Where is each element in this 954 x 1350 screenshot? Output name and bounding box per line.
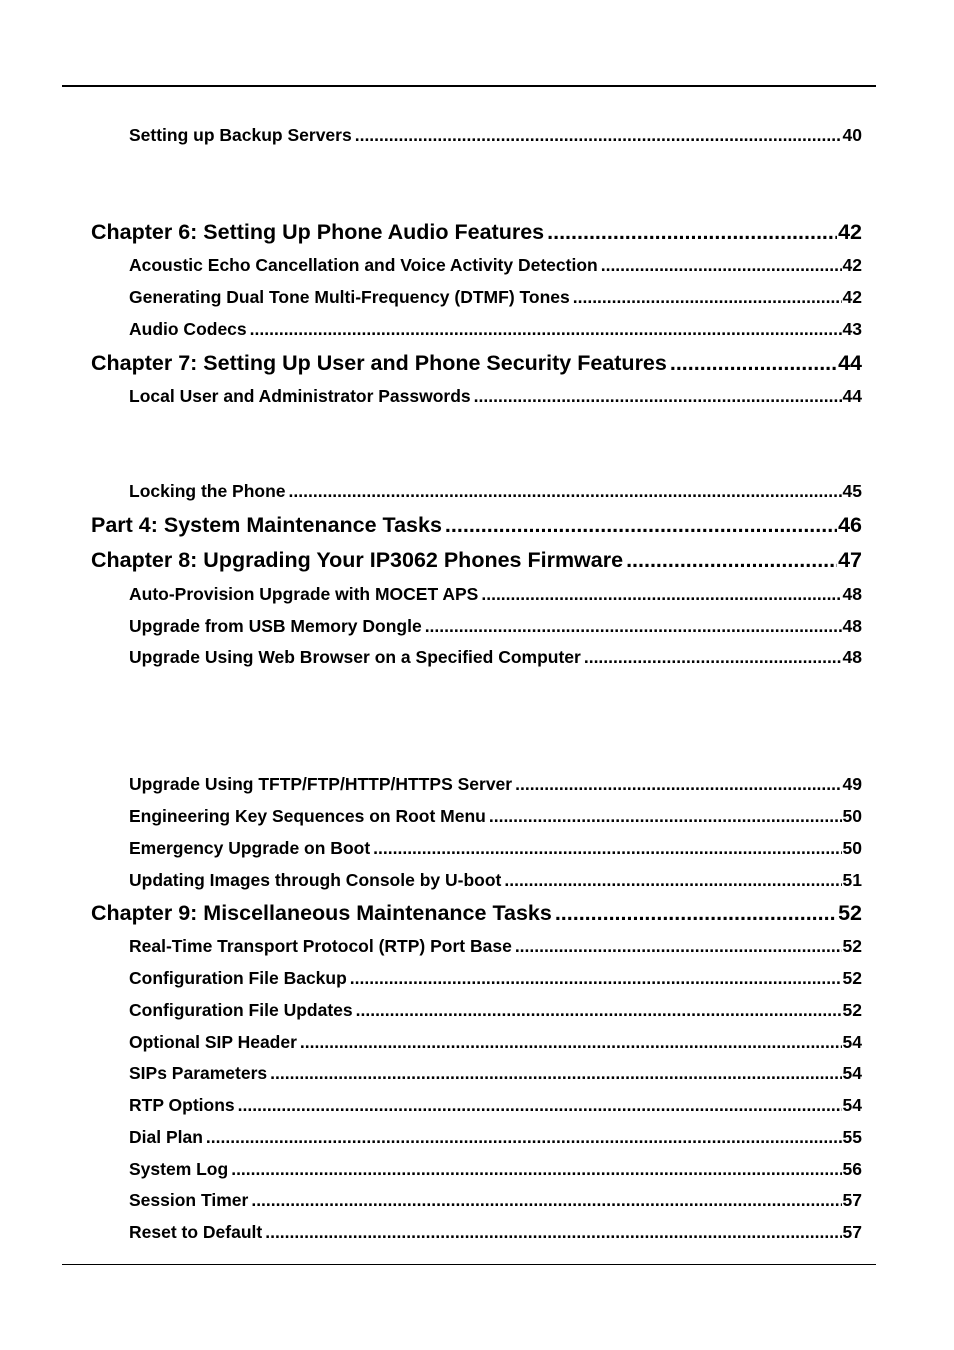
toc-entry-title: Acoustic Echo Cancellation and Voice Activity Detection [129, 255, 598, 275]
toc-dot-leader [555, 900, 837, 926]
toc-dot-leader [626, 547, 837, 573]
toc-entry-title: Updating Images through Console by U-boot [129, 870, 502, 890]
toc-page-number: 52 [842, 968, 862, 988]
toc-chapter-7[interactable] [91, 350, 862, 376]
toc-dot-leader [373, 837, 841, 859]
toc-entry-title: Engineering Key Sequences on Root Menu [129, 806, 486, 826]
toc-entry-title: Chapter 8: Upgrading Your IP3062 Phones Firmware [91, 548, 624, 572]
toc-dot-leader [481, 583, 841, 605]
toc-dot-leader [573, 286, 842, 308]
toc-part-4[interactable] [91, 512, 862, 538]
toc-page-number: 54 [842, 1063, 862, 1083]
toc-page-number: 42 [838, 220, 862, 244]
toc-chapter-6[interactable] [91, 219, 862, 245]
toc-entry-dial-plan[interactable] [129, 1126, 862, 1148]
toc-chapter-9[interactable] [91, 900, 862, 926]
toc-entry-title: Reset to Default [129, 1222, 263, 1242]
toc-entry-title: Locking the Phone [129, 481, 286, 501]
toc-entry-title: Session Timer [129, 1190, 249, 1210]
toc-entry-web-browser[interactable] [129, 646, 862, 668]
toc-page-number: 54 [842, 1095, 862, 1115]
toc-entry-passwords[interactable] [129, 385, 862, 407]
toc-entry-echo-cancellation[interactable] [129, 254, 862, 276]
toc-entry-emergency-upgrade[interactable] [129, 837, 862, 859]
toc-entry-title: Chapter 6: Setting Up Phone Audio Features [91, 220, 545, 244]
toc-entry-title: Dial Plan [129, 1127, 203, 1147]
toc-entry-title: Optional SIP Header [129, 1032, 297, 1052]
toc-dot-leader [206, 1126, 842, 1148]
toc-dot-leader [474, 385, 842, 407]
toc-entry-title: Configuration File Backup [129, 968, 347, 988]
toc-dot-leader [601, 254, 842, 276]
toc-dot-leader [270, 1062, 841, 1084]
toc-page-number: 54 [842, 1032, 862, 1052]
toc-page-number: 57 [842, 1222, 862, 1242]
toc-page-number: 50 [842, 838, 862, 858]
toc-entry-dtmf-tones[interactable] [129, 286, 862, 308]
toc-page-number: 43 [842, 319, 862, 339]
toc-page-number: 55 [842, 1127, 862, 1147]
toc-entry-usb-dongle[interactable] [129, 615, 862, 637]
toc-dot-leader [355, 124, 842, 146]
toc-dot-leader [300, 1031, 842, 1053]
toc-page-number: 45 [842, 481, 862, 501]
toc-entry-system-log[interactable] [129, 1158, 862, 1180]
toc-page-number: 50 [842, 806, 862, 826]
toc-entry-u-boot[interactable] [129, 869, 862, 891]
toc-dot-leader [250, 318, 842, 340]
toc-page-number: 56 [842, 1159, 862, 1179]
toc-entry-title: Real-Time Transport Protocol (RTP) Port Base [129, 936, 512, 956]
toc-entry-title: Upgrade Using TFTP/FTP/HTTP/HTTPS Server [129, 774, 513, 794]
toc-entry-rtp-port-base[interactable] [129, 935, 862, 957]
toc-entry-title: Configuration File Updates [129, 1000, 353, 1020]
toc-entry-tftp-server[interactable] [129, 773, 862, 795]
toc-dot-leader [670, 350, 837, 376]
toc-entry-sips-parameters[interactable] [129, 1062, 862, 1084]
toc-entry-title: Upgrade Using Web Browser on a Specified Computer [129, 647, 581, 667]
toc-page-number: 57 [842, 1190, 862, 1210]
toc-entry-session-timer[interactable] [129, 1189, 862, 1211]
toc-page-number: 52 [842, 936, 862, 956]
header-rule [62, 85, 876, 87]
toc-dot-leader [265, 1221, 841, 1243]
toc-dot-leader [584, 646, 842, 668]
toc-entry-locking-phone[interactable] [129, 480, 862, 502]
toc-dot-leader [289, 480, 842, 502]
toc-entry-rtp-options[interactable] [129, 1094, 862, 1116]
toc-entry-title: Emergency Upgrade on Boot [129, 838, 371, 858]
toc-entry-title: Setting up Backup Servers [129, 125, 352, 145]
toc-dot-leader [350, 967, 842, 989]
toc-entry-backup-servers[interactable] [129, 124, 862, 146]
toc-page-number: 47 [838, 548, 862, 572]
toc-page-number: 51 [842, 870, 862, 890]
toc-entry-title: Audio Codecs [129, 319, 247, 339]
toc-page-number: 40 [842, 125, 862, 145]
toc-dot-leader [489, 805, 842, 827]
toc-dot-leader [251, 1189, 841, 1211]
toc-page-number: 42 [842, 255, 862, 275]
toc-dot-leader [425, 615, 842, 637]
toc-dot-leader [231, 1158, 841, 1180]
toc-page-number: 48 [842, 616, 862, 636]
toc-entry-title: RTP Options [129, 1095, 235, 1115]
toc-dot-leader [504, 869, 841, 891]
toc-page-number: 52 [842, 1000, 862, 1020]
toc-page-number: 44 [838, 351, 862, 375]
toc-page-number: 48 [842, 584, 862, 604]
toc-page-number: 44 [842, 386, 862, 406]
toc-entry-title: Auto-Provision Upgrade with MOCET APS [129, 584, 479, 604]
toc-dot-leader [356, 999, 842, 1021]
toc-entry-config-backup[interactable] [129, 967, 862, 989]
toc-dot-leader [515, 935, 842, 957]
toc-entry-reset-default[interactable] [129, 1221, 862, 1243]
toc-entry-title: Chapter 7: Setting Up User and Phone Security Features [91, 351, 667, 375]
toc-entry-auto-provision[interactable] [129, 583, 862, 605]
toc-entry-sip-header[interactable] [129, 1031, 862, 1053]
toc-page-number: 48 [842, 647, 862, 667]
toc-entry-title: Upgrade from USB Memory Dongle [129, 616, 422, 636]
toc-entry-title: Chapter 9: Miscellaneous Maintenance Tasks [91, 901, 552, 925]
toc-page-number: 52 [838, 901, 862, 925]
toc-entry-title: Generating Dual Tone Multi-Frequency (DTMF) Tones [129, 287, 570, 307]
toc-entry-audio-codecs[interactable] [129, 318, 862, 340]
toc-entry-title: System Log [129, 1159, 229, 1179]
toc-page-number: 42 [842, 287, 862, 307]
toc-dot-leader [547, 219, 837, 245]
toc-page-number: 49 [842, 774, 862, 794]
toc-entry-title: SIPs Parameters [129, 1063, 268, 1083]
toc-page-number: 46 [838, 513, 862, 537]
toc-dot-leader [238, 1094, 842, 1116]
toc-chapter-8[interactable] [91, 547, 862, 573]
toc-entry-config-updates[interactable] [129, 999, 862, 1021]
toc-entry-key-sequences[interactable] [129, 805, 862, 827]
footer-rule [62, 1264, 876, 1265]
toc-entry-title: Part 4: System Maintenance Tasks [91, 513, 442, 537]
toc-dot-leader [515, 773, 841, 795]
toc-entry-title: Local User and Administrator Passwords [129, 386, 471, 406]
toc-dot-leader [445, 512, 837, 538]
